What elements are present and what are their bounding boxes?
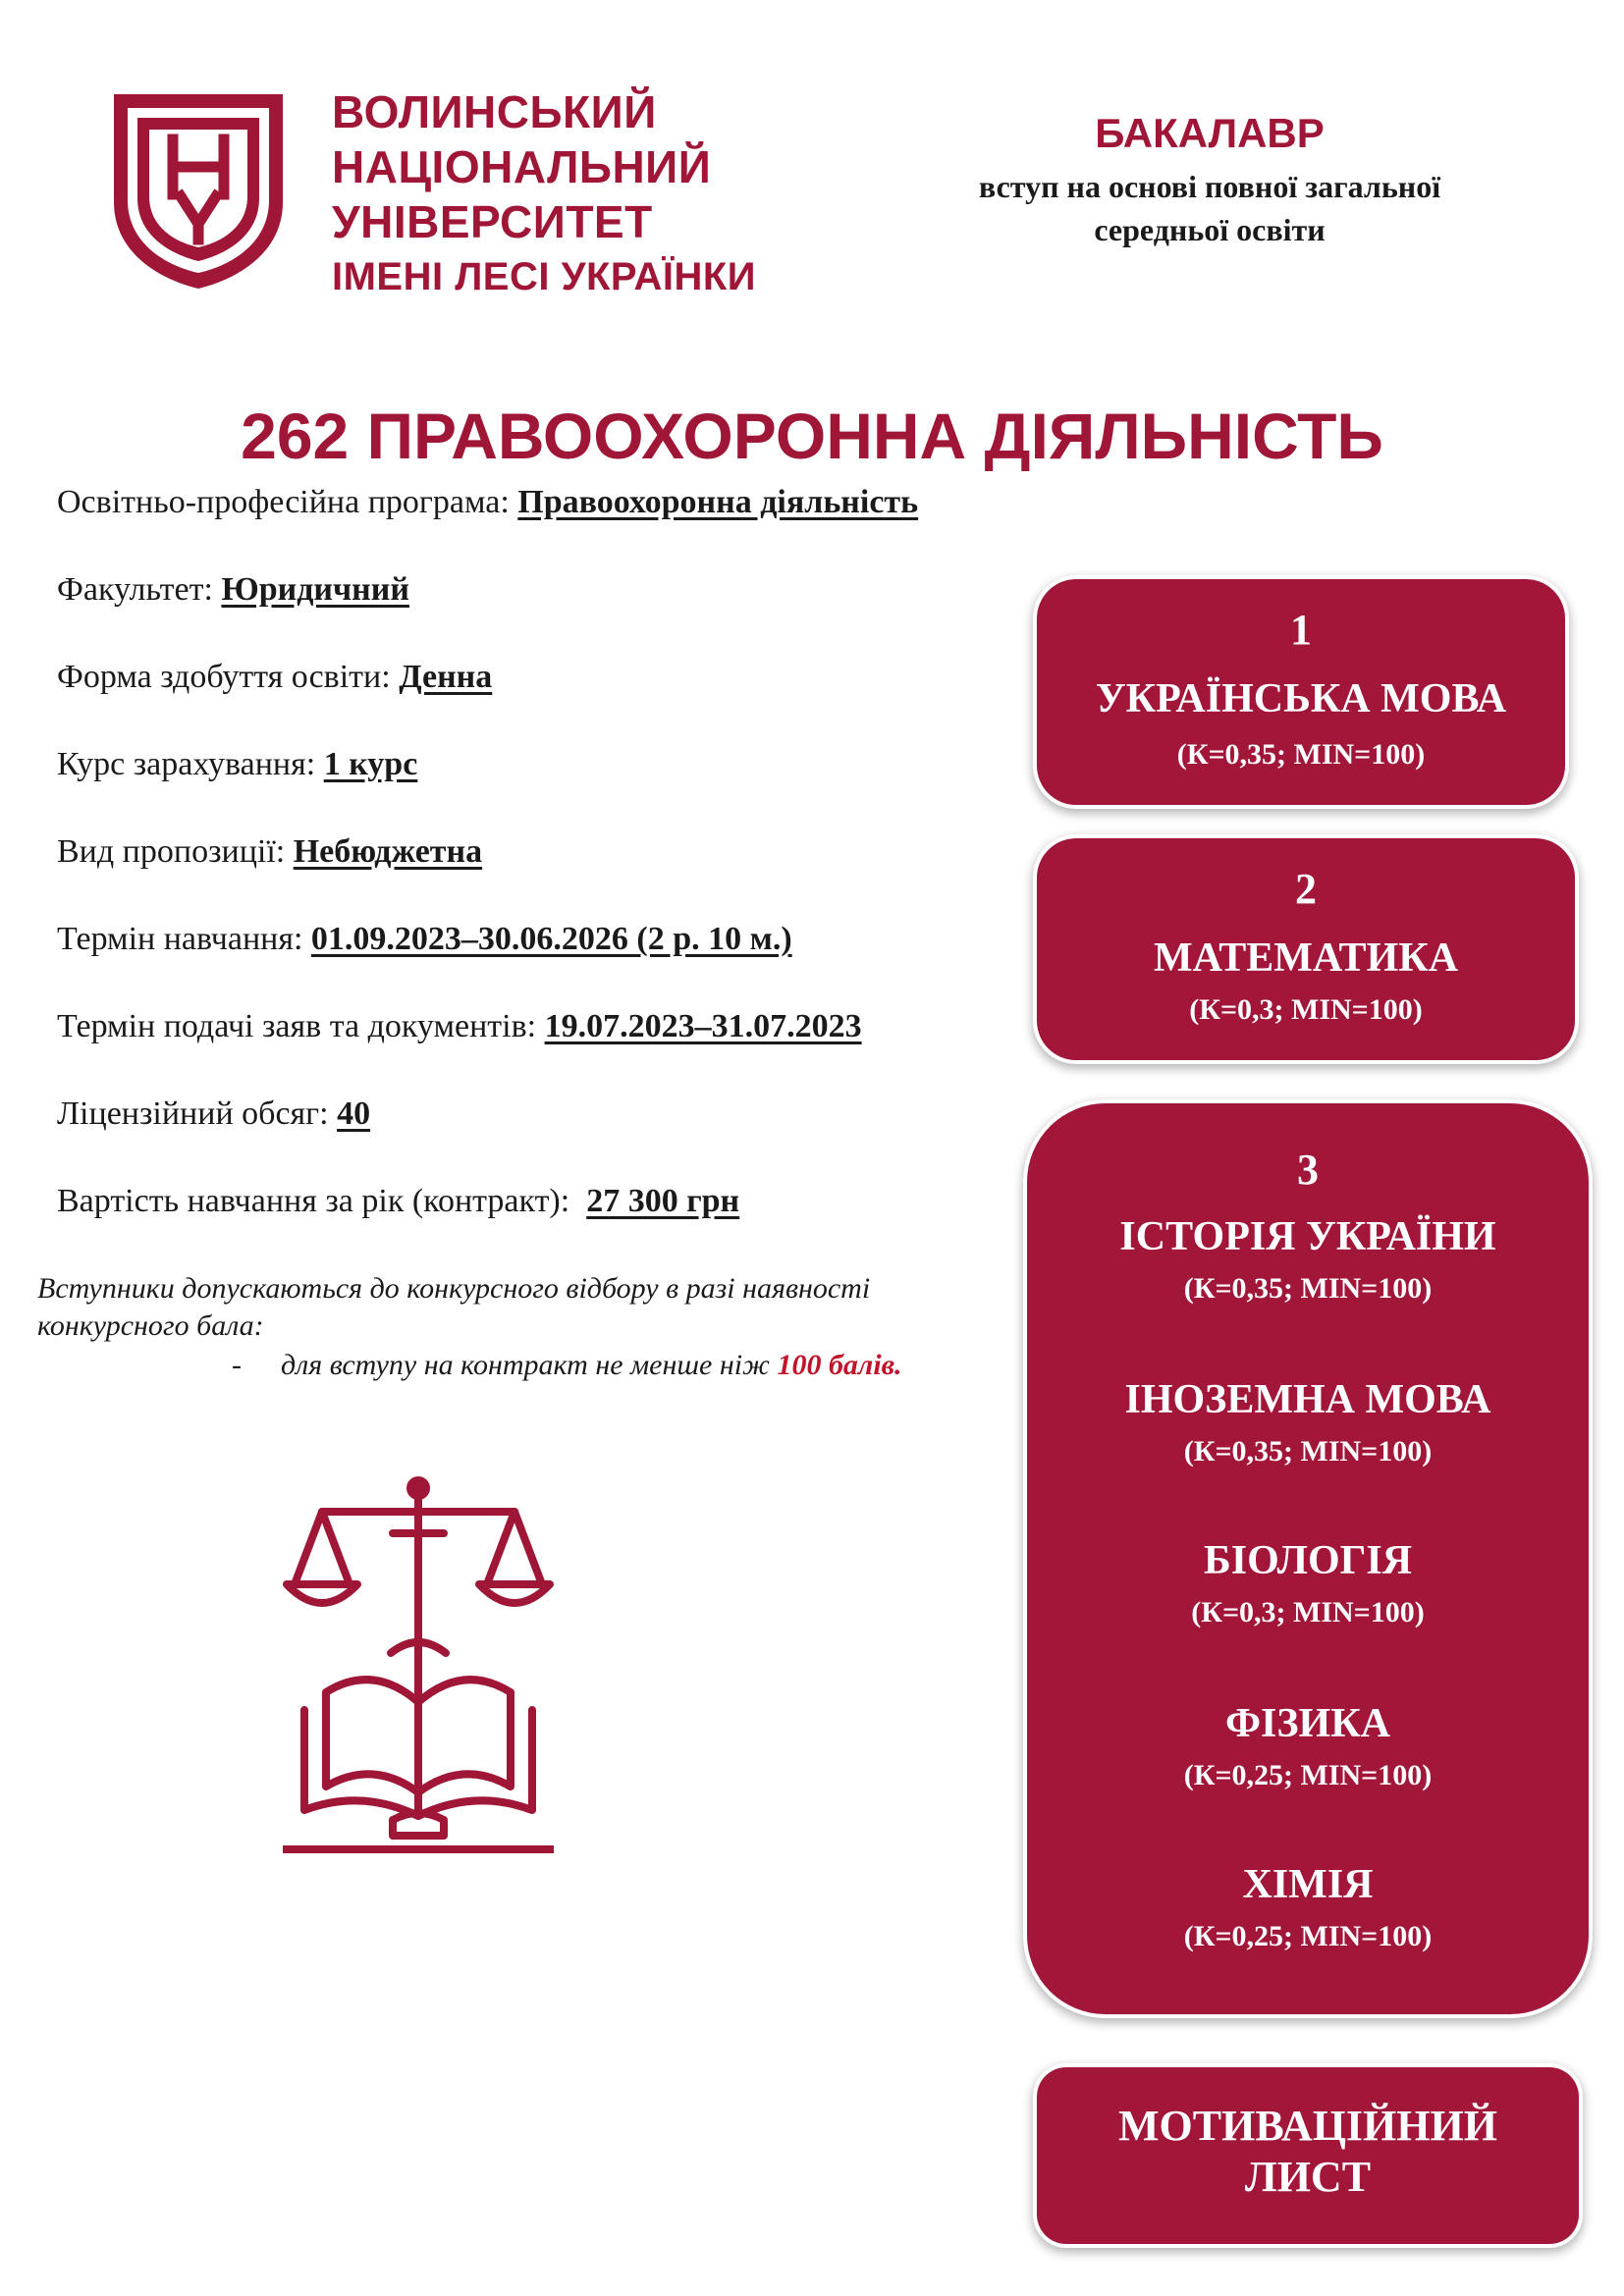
subject-name: УКРАЇНСЬКА МОВА <box>1095 676 1507 721</box>
motivation-letter-label: МОТИВАЦІЙНИЙ ЛИСТ <box>1118 2102 1497 2201</box>
info-application-period: Термін подачі заяв та документів: 19.07.2023–31.07.2023 <box>57 1008 862 1044</box>
subject-card-2 <box>1037 838 1575 1060</box>
logo-line-4: ІМЕНІ ЛЕСІ УКРАЇНКИ <box>332 255 757 298</box>
subject-coefficient: (К=0,3; MIN=100) <box>1191 1596 1425 1629</box>
subject-name: МАТЕМАТИКА <box>1153 935 1459 981</box>
info-enrollment-year: Курс зарахування: 1 курс <box>57 746 418 782</box>
info-license-volume: Ліцензійний обсяг: 40 <box>57 1095 371 1132</box>
logo-line-2: НАЦІОНАЛЬНИЙ <box>332 141 712 192</box>
subject-name: ФІЗИКА <box>1224 1701 1391 1746</box>
admission-basis-line-1: вступ на основі повної загальної <box>978 169 1441 204</box>
motivation-letter-card <box>1037 2067 1579 2244</box>
subject-coefficient: (К=0,3; MIN=100) <box>1189 993 1423 1026</box>
note-item: для вступу на контракт не менше ніж 100 балів. <box>281 1349 902 1381</box>
subject-name: БІОЛОГІЯ <box>1203 1538 1413 1583</box>
logo-line-1: ВОЛИНСЬКИЙ <box>332 86 657 137</box>
subject-card-3 <box>1027 1103 1589 2014</box>
admission-basis-line-2: середньої освіти <box>1094 212 1326 247</box>
subject-name: ІСТОРІЯ УКРАЇНИ <box>1119 1214 1496 1259</box>
subject-coefficient: (К=0,35; MIN=100) <box>1183 1435 1433 1468</box>
info-faculty: Факультет: Юридичний <box>57 571 409 608</box>
subject-coefficient: (К=0,25; MIN=100) <box>1183 1759 1433 1791</box>
card-number: 2 <box>1295 865 1317 913</box>
subject-name: ХІМІЯ <box>1242 1862 1374 1907</box>
note-line-1: Вступники допускаються до конкурсного відбору в разі наявності <box>37 1272 871 1305</box>
card-number: 1 <box>1290 606 1312 654</box>
subject-coefficient: (К=0,35; MIN=100) <box>1183 1272 1433 1305</box>
scales-of-justice-book-icon <box>283 1474 554 1877</box>
card-number: 3 <box>1297 1146 1319 1194</box>
info-offer-type: Вид пропозиції: Небюджетна <box>57 833 483 870</box>
note-bullet: - <box>232 1349 242 1381</box>
logo-line-3: УНІВЕРСИТЕТ <box>332 196 653 247</box>
page-title: 262 ПРАВООХОРОННА ДІЯЛЬНІСТЬ <box>241 400 1383 472</box>
degree-level: БАКАЛАВР <box>1095 110 1325 156</box>
subject-coefficient: (К=0,35; MIN=100) <box>1176 738 1426 771</box>
info-tuition-cost: Вартість навчання за рік (контракт): 27 300 грн <box>57 1183 740 1219</box>
subject-card-1 <box>1037 579 1565 805</box>
subject-coefficient: (К=0,25; MIN=100) <box>1183 1920 1433 1952</box>
university-shield-monogram-icon <box>106 86 291 293</box>
info-study-form: Форма здобуття освіти: Денна <box>57 659 493 695</box>
note-line-2: конкурсного бала: <box>37 1309 264 1342</box>
subject-name: ІНОЗЕМНА МОВА <box>1124 1377 1491 1422</box>
info-study-period: Термін навчання: 01.09.2023–30.06.2026 (2 р. 10 м.) <box>57 921 792 957</box>
info-program: Освітньо-професійна програма: Правоохоронна діяльність <box>57 484 919 520</box>
